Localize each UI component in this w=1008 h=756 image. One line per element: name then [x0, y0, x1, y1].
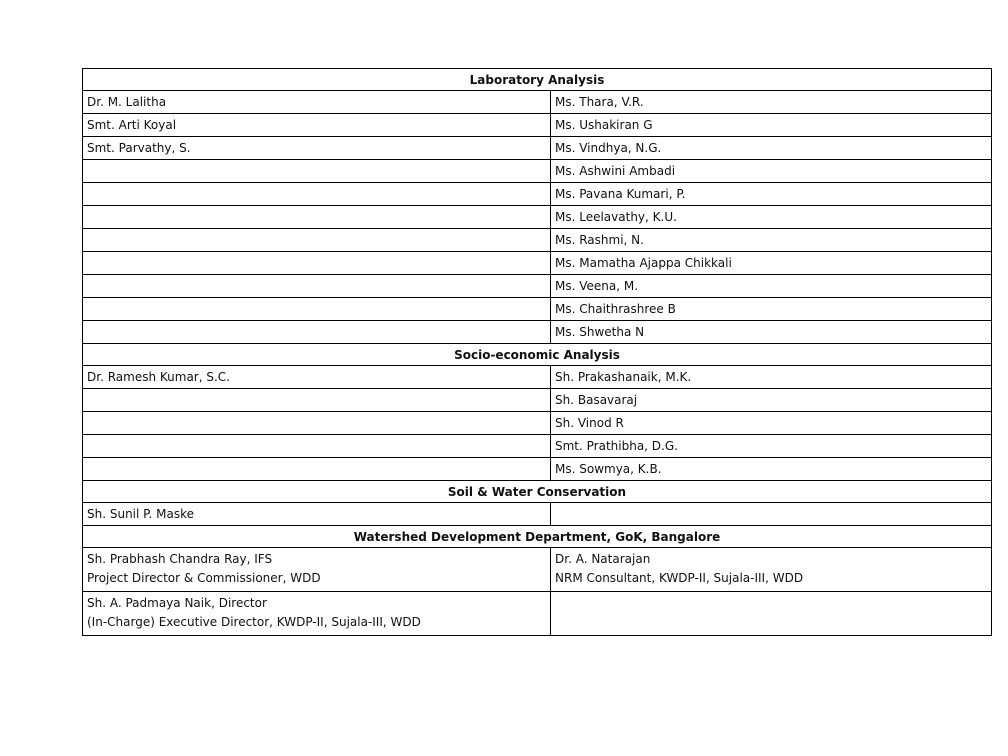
table-row: [83, 114, 992, 137]
table-row: [83, 412, 992, 435]
lab-right-name-cell: Ms. Leelavathy, K.U.: [551, 206, 992, 229]
table-row: [83, 321, 992, 344]
person-designation: [555, 613, 991, 632]
table-row: [83, 366, 992, 389]
lab-left-name-cell: Smt. Arti Koyal: [83, 114, 551, 137]
lab-right-name-cell: Ms. Mamatha Ajappa Chikkali: [551, 252, 992, 275]
person-designation: NRM Consultant, KWDP-II, Sujala-III, WDD: [555, 571, 804, 585]
person-name: Sh. A. Padmaya Naik, Director: [87, 596, 267, 610]
socio-left-name-cell: [83, 412, 551, 435]
soil-right-name-cell: [551, 503, 992, 526]
wdd-left-person-cell: [83, 548, 551, 592]
lab-left-name-cell: [83, 183, 551, 206]
lab-right-name-cell: Ms. Rashmi, N.: [551, 229, 992, 252]
person-name: Dr. A. Natarajan: [555, 552, 651, 566]
lab-left-name-cell: [83, 206, 551, 229]
table-row: [83, 229, 992, 252]
person-designation: (In-Charge) Executive Director, KWDP-II, Sujala-III, WDD: [87, 615, 421, 629]
wdd-section-header-row: [83, 526, 992, 548]
lab-left-name-cell: Dr. M. Lalitha: [83, 91, 551, 114]
table-row: [83, 298, 992, 321]
table-row: [83, 389, 992, 412]
soil-section-header-row: [83, 481, 992, 503]
staff-table-body: [83, 69, 992, 636]
lab-left-name-cell: [83, 321, 551, 344]
table-row: [83, 592, 992, 636]
socio-right-name-cell: Ms. Sowmya, K.B.: [551, 458, 992, 481]
lab-section-title: Laboratory Analysis: [83, 69, 992, 91]
soil-section-title: Soil & Water Conservation: [83, 481, 992, 503]
person-name: [555, 594, 991, 613]
table-row: [83, 137, 992, 160]
lab-left-name-cell: [83, 252, 551, 275]
table-row: [83, 275, 992, 298]
socio-left-name-cell: Dr. Ramesh Kumar, S.C.: [83, 366, 551, 389]
lab-section-header-row: [83, 69, 992, 91]
socio-section-header-row: [83, 344, 992, 366]
lab-right-name-cell: Ms. Thara, V.R.: [551, 91, 992, 114]
table-row: [83, 91, 992, 114]
table-row: [83, 183, 992, 206]
table-row: [83, 503, 992, 526]
socio-right-name-cell: Sh. Prakashanaik, M.K.: [551, 366, 992, 389]
lab-left-name-cell: [83, 275, 551, 298]
socio-right-name-cell: Sh. Basavaraj: [551, 389, 992, 412]
lab-right-name-cell: Ms. Chaithrashree B: [551, 298, 992, 321]
socio-left-name-cell: [83, 435, 551, 458]
person-designation: Project Director & Commissioner, WDD: [87, 571, 321, 585]
wdd-right-person-cell: [551, 592, 992, 636]
table-row: [83, 252, 992, 275]
lab-left-name-cell: Smt. Parvathy, S.: [83, 137, 551, 160]
wdd-left-person-cell: [83, 592, 551, 636]
soil-left-name-cell: Sh. Sunil P. Maske: [83, 503, 551, 526]
person-name: Sh. Prabhash Chandra Ray, IFS: [87, 552, 273, 566]
wdd-right-person-cell: [551, 548, 992, 592]
table-row: [83, 435, 992, 458]
wdd-section-title: Watershed Development Department, GoK, Bangalore: [83, 526, 992, 548]
socio-section-title: Socio-economic Analysis: [83, 344, 992, 366]
lab-right-name-cell: Ms. Pavana Kumari, P.: [551, 183, 992, 206]
staff-table: [82, 68, 992, 636]
lab-left-name-cell: [83, 160, 551, 183]
table-row: [83, 548, 992, 592]
lab-left-name-cell: [83, 298, 551, 321]
table-row: [83, 458, 992, 481]
socio-right-name-cell: Smt. Prathibha, D.G.: [551, 435, 992, 458]
lab-right-name-cell: Ms. Ashwini Ambadi: [551, 160, 992, 183]
lab-right-name-cell: Ms. Vindhya, N.G.: [551, 137, 992, 160]
lab-right-name-cell: Ms. Shwetha N: [551, 321, 992, 344]
socio-left-name-cell: [83, 389, 551, 412]
socio-right-name-cell: Sh. Vinod R: [551, 412, 992, 435]
socio-left-name-cell: [83, 458, 551, 481]
lab-left-name-cell: [83, 229, 551, 252]
table-row: [83, 160, 992, 183]
lab-right-name-cell: Ms. Veena, M.: [551, 275, 992, 298]
lab-right-name-cell: Ms. Ushakiran G: [551, 114, 992, 137]
table-row: [83, 206, 992, 229]
